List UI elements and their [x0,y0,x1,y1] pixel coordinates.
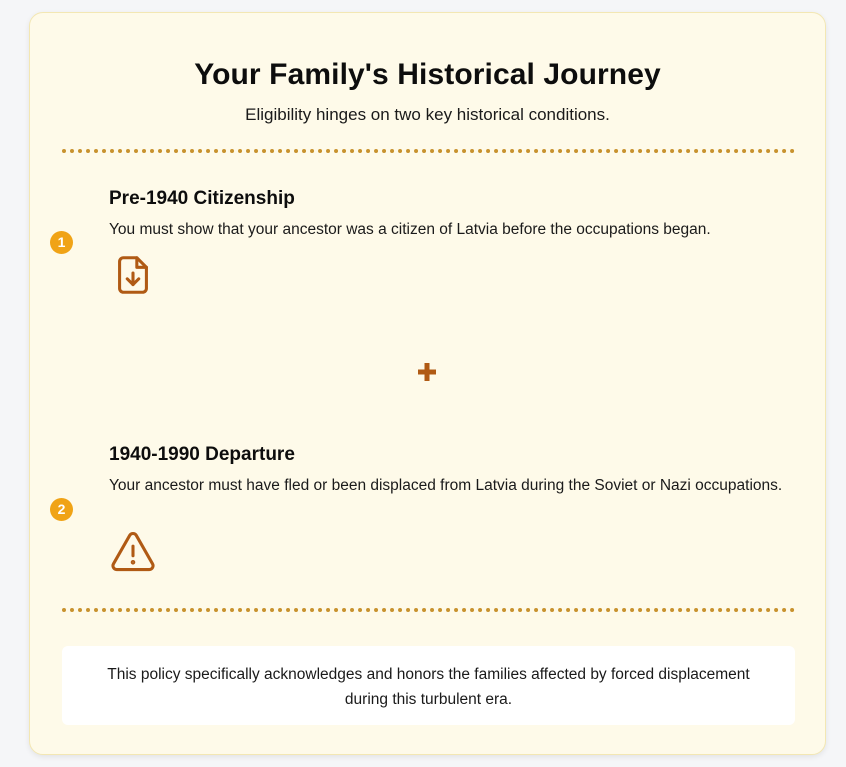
plus-icon [416,361,438,383]
top-divider [62,149,795,153]
step-number-badge: 2 [50,498,73,521]
page-title: Your Family's Historical Journey [194,58,661,91]
page-subtitle: Eligibility hinges on two key historical conditions. [245,105,610,124]
document-download-icon [110,252,156,303]
bottom-divider [62,608,795,612]
warning-triangle-icon [110,529,156,578]
step-title: 1940-1990 Departure [109,444,295,465]
policy-note-text: This policy specifically acknowledges and honors the families affected by forced displacement during this turbulent era. [107,666,750,708]
step-description: You must show that your ancestor was a citizen of Latvia before the occupations began. [109,221,711,238]
journey-card [29,12,826,755]
step-number-badge: 1 [50,231,73,254]
step-title: Pre-1940 Citizenship [109,188,295,209]
step-description: Your ancestor must have fled or been displaced from Latvia during the Soviet or Nazi occupations. [109,477,783,494]
policy-note [62,646,795,725]
